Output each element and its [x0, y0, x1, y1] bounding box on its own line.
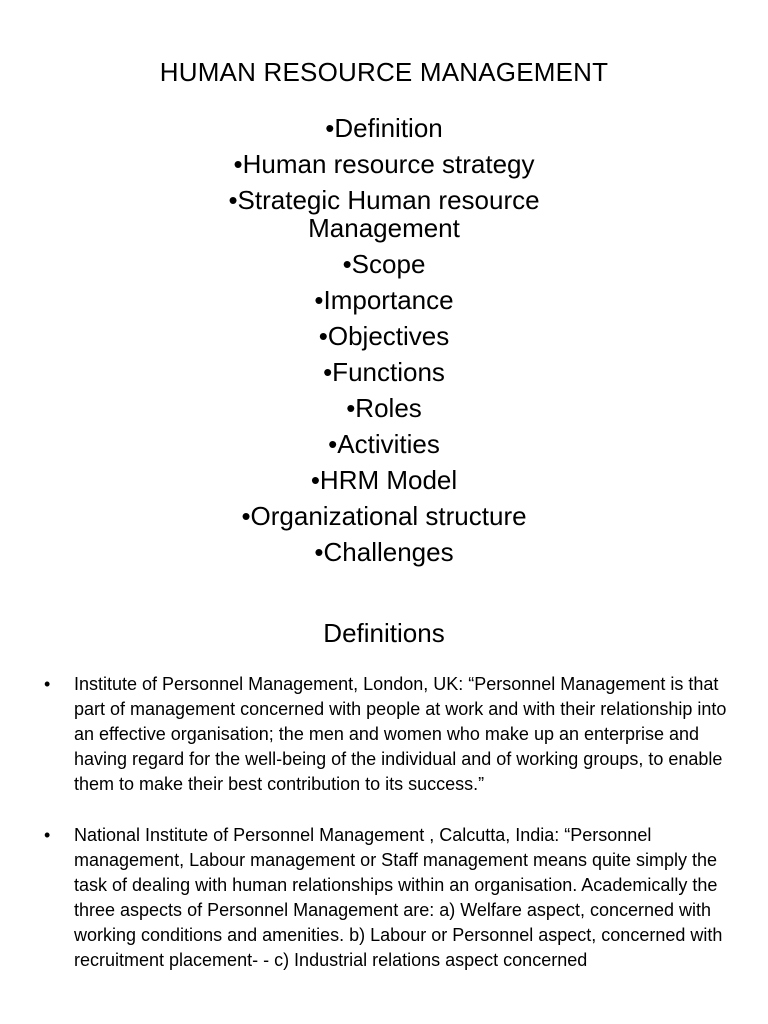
outline-item: •Organizational structure [241, 501, 527, 531]
outline-item: •HRM Model [310, 465, 458, 495]
definition-text: Institute of Personnel Management, London, UK: “Personnel Management is that part of management concerned with people at work and with their relationship into an effective organisation; the men and women who make up an enterprise and having regard for the well-being of the individual and of working groups, to enable them to make their best contribution to its success.” [74, 674, 727, 794]
definition-item [44, 672, 734, 797]
topic-outline [150, 114, 618, 574]
section-heading: Definitions [323, 618, 445, 648]
outline-item: •Functions [323, 357, 445, 387]
outline-item: •Challenges [314, 537, 454, 567]
definition-text: National Institute of Personnel Management , Calcutta, India: “Personnel management, Labour management or Staff management means quite simply the task of dealing with human relationships within an organisation. Academically the three aspects of Personnel Management are: a) Welfare aspect, concerned with working conditions and amenities. b) Labour or Personnel aspect, concerned with recruitment placement- - c) Industrial relations aspect concerned [74, 825, 723, 970]
outline-item: •Activities [328, 429, 440, 459]
outline-item: •Roles [346, 393, 422, 423]
page-title: HUMAN RESOURCE MANAGEMENT [159, 57, 609, 87]
outline-item [150, 186, 618, 242]
bullet-icon: • [44, 825, 51, 845]
outline-item-text: •Strategic Human resource Management [228, 185, 540, 243]
outline-item: •Human resource strategy [233, 149, 535, 179]
outline-item: •Definition [325, 113, 443, 143]
definition-item [44, 823, 734, 973]
bullet-icon: • [44, 674, 51, 694]
definitions-list [44, 672, 734, 999]
outline-item: •Scope [342, 249, 426, 279]
outline-item: •Objectives [318, 321, 450, 351]
outline-item: •Importance [314, 285, 454, 315]
